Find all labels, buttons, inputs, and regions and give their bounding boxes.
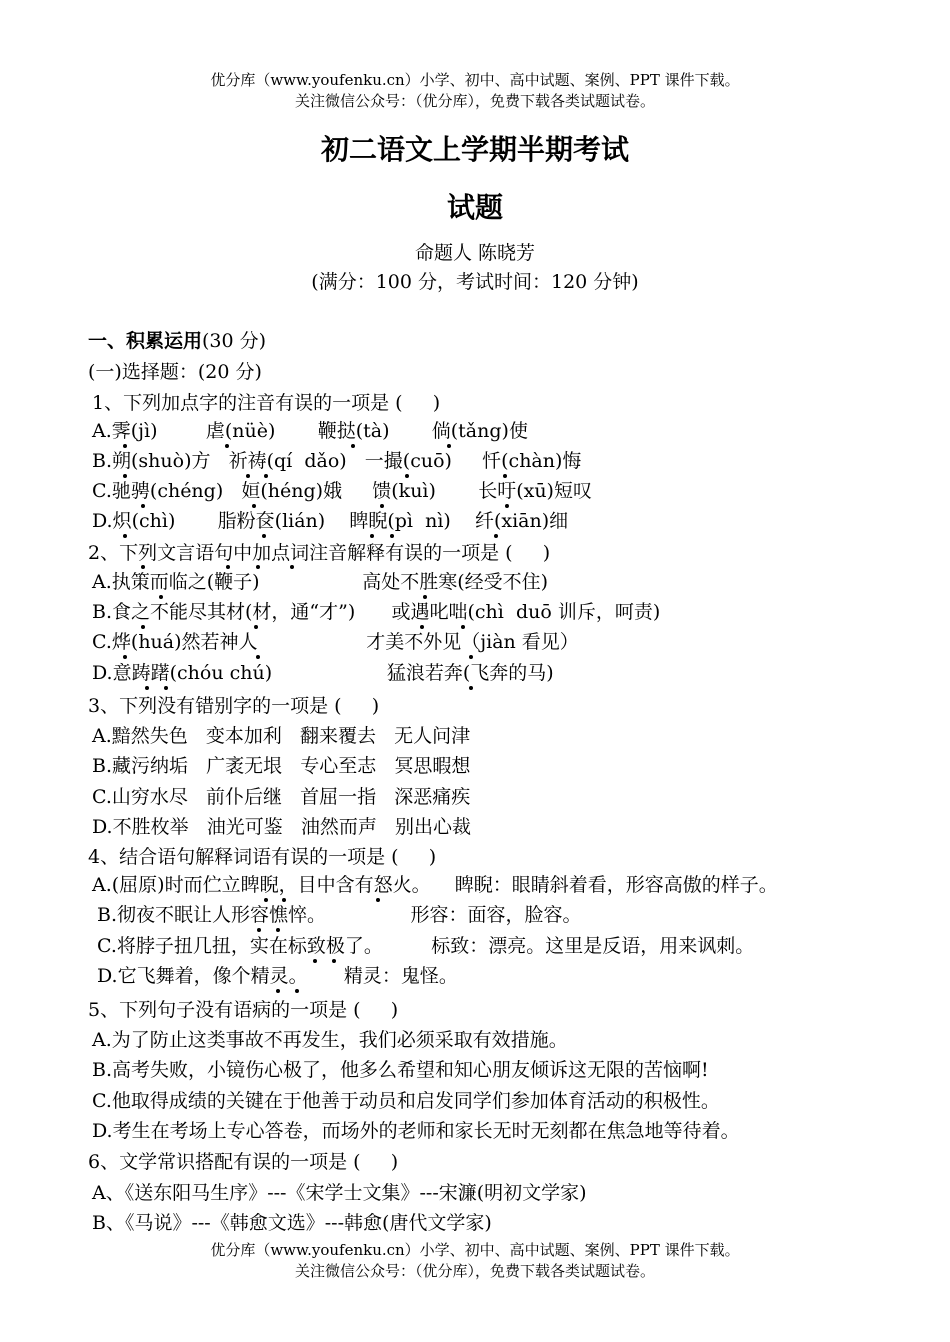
question-option: B.藏污纳垢 广袤无垠 专心至志 冥思暇想: [92, 755, 471, 777]
emphasis-dot: [145, 686, 149, 690]
emphasis-dot: [423, 595, 427, 599]
emphasis-dot: [262, 534, 266, 538]
emphasis-dot: [351, 444, 355, 448]
section-title: 一、积累运用: [88, 330, 203, 352]
emphasis-dot: [376, 898, 380, 902]
question-stem: 4、结合语句解释词语有误的一项是 ( ): [88, 846, 437, 868]
emphasis-dot: [276, 928, 280, 932]
emphasis-dot: [447, 444, 451, 448]
emphasis-dot: [225, 444, 229, 448]
emphasis-dot: [257, 928, 261, 932]
question-option: A.黯然失色 变本加利 翻来覆去 无人问津: [92, 725, 471, 747]
sub-heading: (一)选择题：(20 分): [88, 361, 262, 383]
question-option: D.它飞舞着，像个精灵。 精灵：鬼怪。: [97, 965, 458, 987]
emphasis-dot: [313, 959, 317, 963]
header-line-1: 优分库（www.youfenku.cn）小学、初中、高中试题、案例、PPT 课件下载。: [210, 71, 740, 89]
emphasis-dot: [264, 474, 268, 478]
question-option: B.朔(shuò)方 祈祷(qí dǎo) 一撮(cuō) 忏(chàn)悔: [92, 450, 582, 472]
emphasis-dot: [164, 686, 168, 690]
emphasis-dot: [420, 625, 424, 629]
question-option: A.霁(jì) 虐(nüè) 鞭挞(tà) 倘(tǎng)使: [92, 420, 528, 442]
emphasis-dot: [252, 504, 256, 508]
page-subtitle: 试题: [446, 191, 503, 224]
emphasis-dot: [276, 989, 280, 993]
emphasis-dot: [123, 444, 127, 448]
section-heading: [88, 327, 266, 355]
section-score: (30 分): [202, 330, 267, 352]
question-option: A、《送东阳马生序》---《宋学士文集》---宋濂(明初文学家): [92, 1182, 587, 1204]
emphasis-dot: [141, 565, 145, 569]
emphasis-dot: [141, 504, 145, 508]
question-option: C.山穷水尽 前仆后继 首屈一指 深恶痛疾: [92, 786, 471, 808]
emphasis-dot: [256, 655, 260, 659]
emphasis-dot: [246, 474, 250, 478]
emphasis-dot: [494, 534, 498, 538]
page-title: 初二语文上学期半期考试: [320, 133, 629, 166]
question-option: D.意踌躇(chóu chú) 猛浪若奔(飞奔的马): [92, 662, 554, 684]
emphasis-dot: [469, 655, 473, 659]
emphasis-dot: [141, 625, 145, 629]
emphasis-dot: [290, 565, 294, 569]
question-stem: 2、下列文言语句中加点词注音解释有误的一项是 ( ): [88, 542, 551, 564]
emphasis-dot: [380, 504, 384, 508]
emphasis-dot: [461, 625, 465, 629]
question-option: D.不胜枚举 油光可鉴 油然而声 别出心裁: [92, 816, 471, 838]
question-option: C.他取得成绩的关键在于他善于动员和启发同学们参加体育活动的积极性。: [92, 1090, 720, 1112]
emphasis-dot: [469, 686, 473, 690]
footer-line-2: 关注微信公众号：（优分库），免费下载各类试题试卷。: [294, 1262, 655, 1280]
emphasis-dot: [123, 655, 127, 659]
emphasis-dot: [254, 625, 258, 629]
question-stem: 5、下列句子没有语病的一项是 ( ): [88, 999, 399, 1021]
header-line-2: 关注微信公众号：（优分库），免费下载各类试题试卷。: [294, 92, 655, 110]
exam-info: (满分：100 分，考试时间：120 分钟): [311, 271, 639, 293]
emphasis-dot: [282, 898, 286, 902]
question-option: A.(屈原)时而伫立睥睨，目中含有怒火。 睥睨：眼睛斜着看，形容高傲的样子。: [92, 874, 778, 896]
emphasis-dot: [295, 989, 299, 993]
emphasis-dot: [503, 474, 507, 478]
question-option: B.彻夜不眠让人形容憔悴。 形容：面容，脸容。: [97, 904, 582, 926]
question-option: B.食之不能尽其材(材，通“才”) 或遇叱咄(chì duō 训斥，呵责): [92, 601, 661, 623]
emphasis-dot: [123, 474, 127, 478]
emphasis-dot: [264, 898, 268, 902]
emphasis-dot: [405, 474, 409, 478]
question-option: A.为了防止这类事故不再发生，我们必须采取有效措施。: [92, 1029, 568, 1051]
question-option: A.执策而临之(鞭子) 高处不胜寒(经受不住): [92, 571, 549, 593]
question-option: B、《马说》---《韩愈文选》---韩愈(唐代文学家): [92, 1212, 492, 1234]
emphasis-dot: [123, 534, 127, 538]
question-option: C.将脖子扭几扭，实在标致极了。 标致：漂亮。这里是反语，用来讽刺。: [97, 935, 755, 957]
emphasis-dot: [256, 565, 260, 569]
emphasis-dot: [390, 534, 394, 538]
question-option: B.高考失败，小镜伤心极了，他多么希望和知心朋友倾诉这无限的苦恼啊!: [92, 1059, 709, 1081]
emphasis-dot: [159, 595, 163, 599]
emphasis-dot: [505, 504, 509, 508]
question-stem: 6、文学常识搭配有误的一项是 ( ): [88, 1151, 399, 1173]
emphasis-dot: [332, 959, 336, 963]
emphasis-dot: [370, 534, 374, 538]
question-stem: 3、下列没有错别字的一项是 ( ): [88, 695, 380, 717]
footer-line-1: 优分库（www.youfenku.cn）小学、初中、高中试题、案例、PPT 课件下载。: [210, 1241, 740, 1259]
question-stem: 1、下列加点字的注音有误的一项是 ( ): [92, 392, 441, 414]
question-option: D.考生在考场上专心答卷，而场外的老师和家长无时无刻都在焦急地等待着。: [92, 1120, 740, 1142]
emphasis-dot: [226, 565, 230, 569]
question-option: C.烨(huá)然若神人 才美不外见（jiàn 看见）: [92, 631, 579, 653]
question-option: D.炽(chì) 脂粉奁(lián) 睥睨(pì nì) 纤(xiān)细: [92, 510, 569, 532]
question-option: C.驰骋(chéng) 姮(héng)娥 馈(kuì) 长吁(xū)短叹: [92, 480, 592, 502]
author-line: 命题人 陈晓芳: [414, 242, 536, 264]
